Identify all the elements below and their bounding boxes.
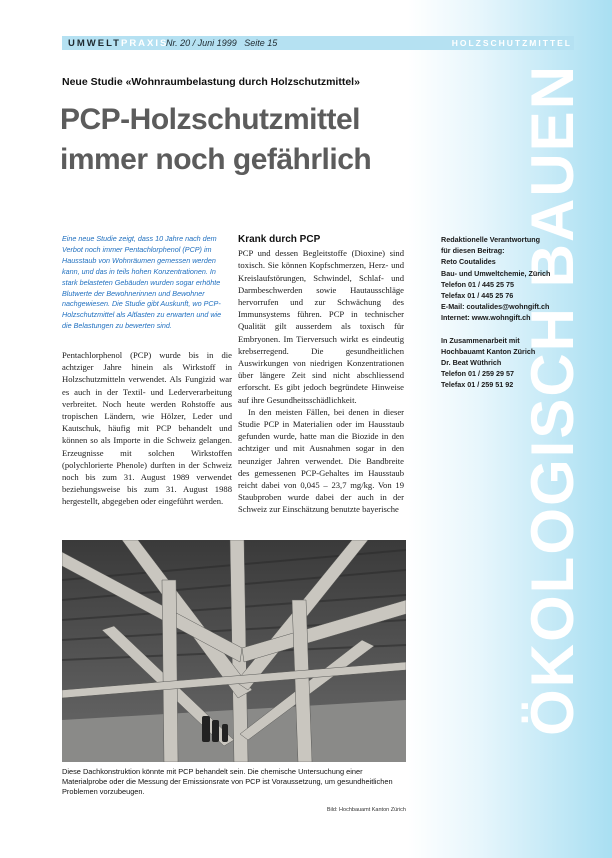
photo-credit: Bild: Hochbauamt Kanton Zürich <box>326 807 406 813</box>
section-label: HOLZSCHUTZMITTEL <box>451 38 572 48</box>
issue-info: Nr. 20 / Juni 1999 Seite 15 <box>166 38 278 48</box>
credit-line: Telefax 01 / 445 25 76 <box>441 291 514 301</box>
editorial-credits <box>441 234 591 391</box>
body-column-left: Pentachlorphenol (PCP) wurde bis in die achtziger Jahre hinein als Wirkstoff in Holzschutzmitteln verwendet. Als Fungizid war es auch in der Textil- und Lederverarbeitung verbreitet. Noch heute werden Rohstoffe aus tropischen Ländern, wie Hölzer, Leder und Kautschuk, häufig mit PCP behandelt und können so als Importe in die Schweiz gelangen. Erzeugnisse mit solchen Wirkstoffen (polychlorierte Phenole) durften in der Schweiz noch bis zum 31. August 1989 verwendet beziehungsweise bis zum 31. August 1988 hergestellt, abgegeben oder eingeführt werden. <box>62 350 232 507</box>
title-line-2: immer noch gefährlich <box>60 143 372 176</box>
article-intro: Eine neue Studie zeigt, dass 10 Jahre nach dem Verbot noch immer Pentachlorphenol (PCP) im Hausstaub von Wohnräumen gemessen werden kann, und das in teils hohen Konzentrationen. In stark belasteten Gebäuden wurden sogar erhöhte Blutwerte der Bewohnerinnen und Bewohner nachgewiesen. Die Studie gibt Auskunft, wo PCP-Holzschutzmittel als Altlasten zu erwarten und wie die Belastungen zu bewerten sind. <box>62 234 222 331</box>
credit-line: Telefon 01 / 445 25 75 <box>441 279 514 289</box>
subheading: Krank durch PCP <box>238 234 321 245</box>
credit-line: Dr. Beat Wüthrich <box>441 358 502 368</box>
title-line-1: PCP-Holzschutzmittel <box>60 103 361 136</box>
credit-line: Hochbauamt Kanton Zürich <box>441 346 536 356</box>
roof-photo <box>62 540 406 762</box>
body-paragraph-1: PCP und dessen Begleitstoffe (Dioxine) sind toxisch. Sie können Kopfschmerzen, Herz- und Kreislaufstörungen, Schwindel, Schlaf- und Darmbeschwerden sowie Hautausschläge hervorrufen und zur Schwächung des Immunsystems führen. PCP in technischer Qualität gilt ausserdem als toxisch für Embryonen. Im Tierversuch wirkt es eindeutig krebserregend. Die gesundheitlichen Auswirkungen von niedrigen Konzentrationen über längere Zeit sind nicht abschliessend erforscht. Es gibt jedoch begründete Hinweise auf ihre Gesundheitsschädlichkeit. <box>238 248 404 405</box>
brand-umwelt: UMWELT <box>68 38 121 49</box>
credit-line: Reto Coutalides <box>441 257 496 267</box>
article-kicker: Neue Studie «Wohnraumbelastung durch Holzschutzmittel» <box>62 76 360 88</box>
credit-line: In Zusammenarbeit mit <box>441 335 520 345</box>
credit-line: Bau- und Umweltchemie, Zürich <box>441 268 551 278</box>
magazine-brand <box>68 38 168 49</box>
credits-partner-block <box>441 335 591 391</box>
body-column-middle <box>238 234 404 516</box>
credit-line: Redaktionelle Verantwortung <box>441 235 541 244</box>
brand-praxis: PRAXIS <box>120 38 169 49</box>
photo-caption: Diese Dachkonstruktion könnte mit PCP behandelt sein. Die chemische Untersuchung einer Materialprobe oder die Messung der Emissionsrate von PCP ist Voraussetzung, um gesundheitlichen Problemen vorzubeugen. <box>62 767 393 797</box>
credit-line: Telefax 01 / 259 51 92 <box>441 380 514 390</box>
credit-line: Telefon 01 / 259 29 57 <box>441 369 514 379</box>
credit-line: E-Mail: coutalides@wohngift.ch <box>441 302 550 312</box>
credits-author-block <box>441 234 591 324</box>
body-paragraph-2: In den meisten Fällen, bei denen in dieser Studie PCP in Materialien oder im Hausstaub gefunden wurde, hatte man die Biozide in den achtziger und mit Ausnahmen sogar in den neunziger Jahren verwendet. Die Bandbreite des gemessenen PCP-Gehaltes im Hausstaub reicht dabei von 0,045 – 23,7 mg/kg. Von 19 Staubproben wurde dabei der auch in der Schweiz zur Einschätzung benutzte bayerische <box>238 406 404 515</box>
credit-line: Internet: www.wohngift.ch <box>441 313 531 323</box>
sidebar-vertical-title: ÖKOLOGISCH BAUEN <box>519 64 586 737</box>
credit-line: für diesen Beitrag: <box>441 246 505 256</box>
article-title <box>60 100 420 180</box>
